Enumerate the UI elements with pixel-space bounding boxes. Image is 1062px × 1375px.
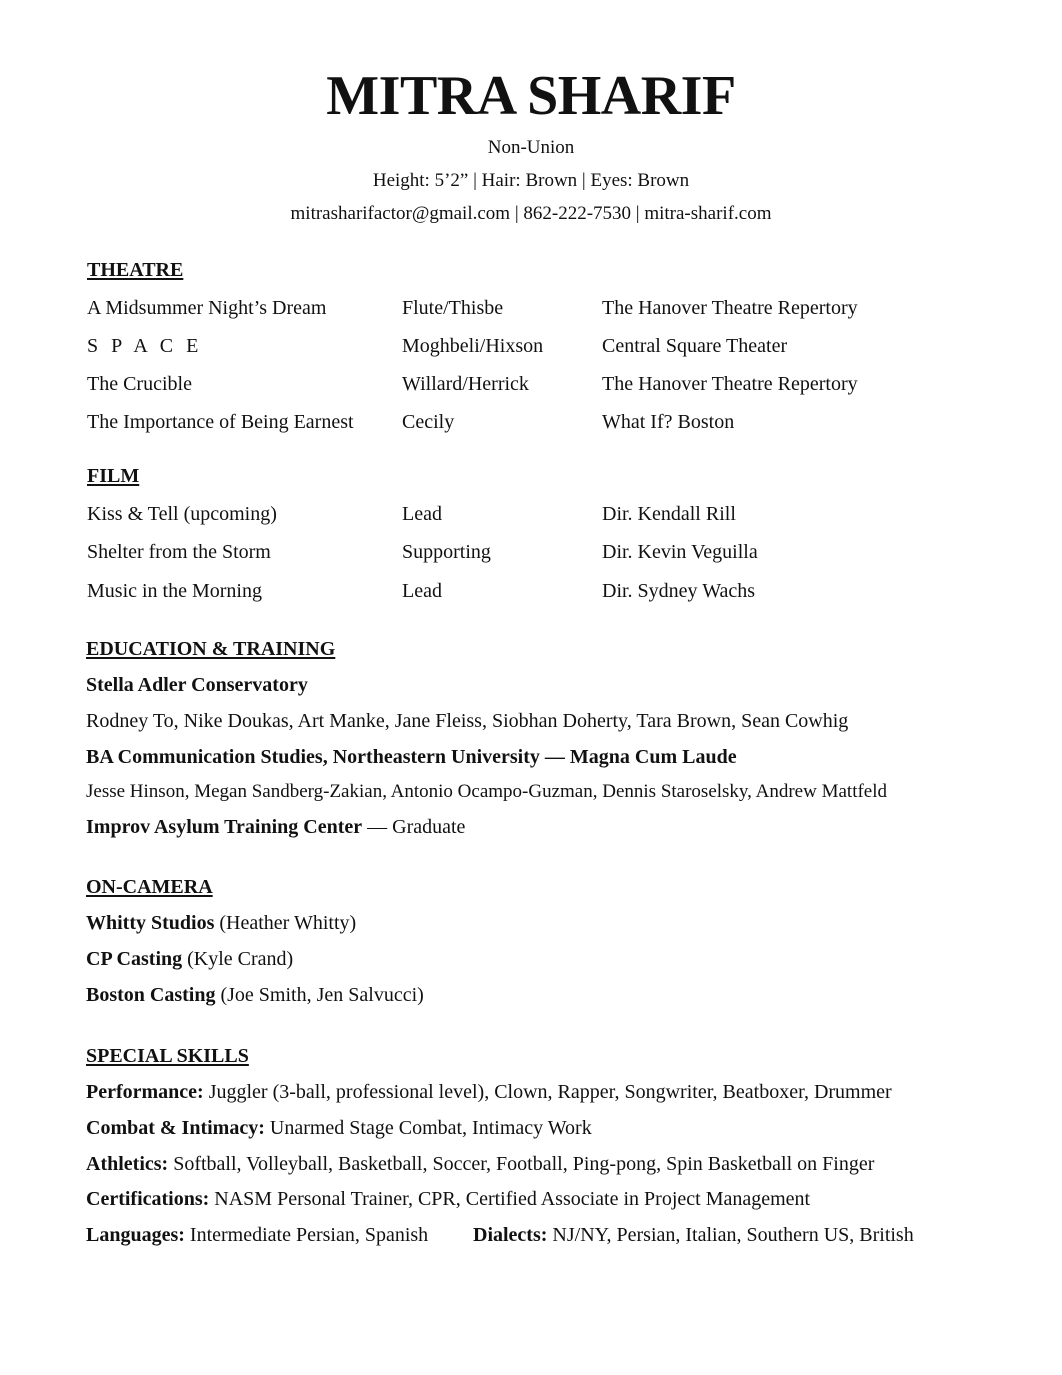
theatre-role: Moghbeli/Hixson: [402, 335, 544, 357]
skill-value: Unarmed Stage Combat, Intimacy Work: [264, 1117, 592, 1139]
film-director: Dir. Kendall Rill: [602, 503, 736, 525]
skill-combat: [86, 1116, 592, 1140]
education-school: Stella Adler Conservatory: [86, 674, 308, 696]
oncamera-item: [86, 947, 293, 971]
oncamera-studio: Whitty Studios: [86, 912, 215, 934]
oncamera-item: [86, 983, 424, 1007]
theatre-venue: The Hanover Theatre Repertory: [602, 373, 858, 395]
education-heading: EDUCATION & TRAINING: [86, 638, 336, 660]
union-status: Non-Union: [487, 137, 575, 158]
skill-value: NASM Personal Trainer, CPR, Certified Associate in Project Management: [209, 1188, 811, 1210]
improv-status: — Graduate: [362, 816, 466, 838]
physical-stats: Height: 5’2” | Hair: Brown | Eyes: Brown: [372, 170, 690, 191]
theatre-role: Willard/Herrick: [402, 373, 529, 395]
actor-name: MITRA SHARIF: [326, 65, 736, 127]
film-title: Kiss & Tell (upcoming): [87, 503, 277, 525]
skill-certifications: [86, 1187, 810, 1211]
theatre-role: Flute/Thisbe: [402, 297, 504, 319]
film-role: Lead: [402, 580, 442, 602]
skill-value: Softball, Volleyball, Basketball, Soccer, Football, Ping-pong, Spin Basketball on Finger: [168, 1153, 875, 1175]
improv-school: Improv Asylum Training Center: [86, 816, 363, 838]
skill-value: Juggler (3-ball, professional level), Clown, Rapper, Songwriter, Beatboxer, Drummer: [203, 1081, 892, 1103]
theatre-title: The Importance of Being Earnest: [87, 411, 354, 433]
oncamera-people: (Kyle Crand): [182, 948, 294, 970]
contact-info: mitrasharifactor@gmail.com | 862-222-7530 | mitra-sharif.com: [290, 203, 772, 224]
education-teachers: Jesse Hinson, Megan Sandberg-Zakian, Antonio Ocampo-Guzman, Dennis Staroselsky, Andrew Mattfeld: [86, 781, 888, 802]
skill-dialects: [473, 1223, 914, 1247]
film-director: Dir. Sydney Wachs: [602, 580, 756, 602]
skill-value: Intermediate Persian, Spanish: [184, 1224, 429, 1246]
skill-label: Combat & Intimacy:: [86, 1117, 265, 1139]
theatre-venue: Central Square Theater: [602, 335, 788, 357]
skill-athletics: [86, 1152, 874, 1176]
film-title: Music in the Morning: [87, 580, 262, 602]
film-director: Dir. Kevin Veguilla: [602, 541, 758, 563]
film-title: Shelter from the Storm: [87, 541, 271, 563]
oncamera-studio: CP Casting: [86, 948, 183, 970]
theatre-title: A Midsummer Night’s Dream: [87, 297, 327, 319]
skill-label: Athletics:: [86, 1153, 169, 1175]
film-heading: FILM: [87, 465, 140, 487]
film-role: Lead: [402, 503, 442, 525]
education-teachers: Rodney To, Nike Doukas, Art Manke, Jane Fleiss, Siobhan Doherty, Tara Brown, Sean Cowhig: [86, 710, 849, 732]
skill-performance: [86, 1080, 892, 1104]
skill-label: Languages:: [86, 1224, 185, 1246]
skill-label: Certifications:: [86, 1188, 210, 1210]
oncamera-people: (Heather Whitty): [214, 912, 357, 934]
theatre-heading: THEATRE: [87, 259, 184, 281]
oncamera-heading: ON-CAMERA: [86, 876, 213, 898]
theatre-role: Cecily: [402, 411, 455, 433]
skill-value: NJ/NY, Persian, Italian, Southern US, British: [547, 1224, 914, 1246]
theatre-title: S P A C E: [87, 335, 203, 357]
skill-languages: [86, 1223, 428, 1247]
oncamera-studio: Boston Casting: [86, 984, 216, 1006]
oncamera-people: (Joe Smith, Jen Salvucci): [215, 984, 424, 1006]
theatre-venue: What If? Boston: [602, 411, 735, 433]
skill-label: Performance:: [86, 1081, 204, 1103]
theatre-venue: The Hanover Theatre Repertory: [602, 297, 858, 319]
film-role: Supporting: [402, 541, 491, 563]
education-degree: BA Communication Studies, Northeastern University — Magna Cum Laude: [86, 746, 737, 768]
theatre-title: The Crucible: [87, 373, 192, 395]
education-improv: [86, 815, 465, 839]
skill-label: Dialects:: [473, 1224, 548, 1246]
skills-heading: SPECIAL SKILLS: [86, 1045, 249, 1067]
oncamera-item: [86, 911, 356, 935]
